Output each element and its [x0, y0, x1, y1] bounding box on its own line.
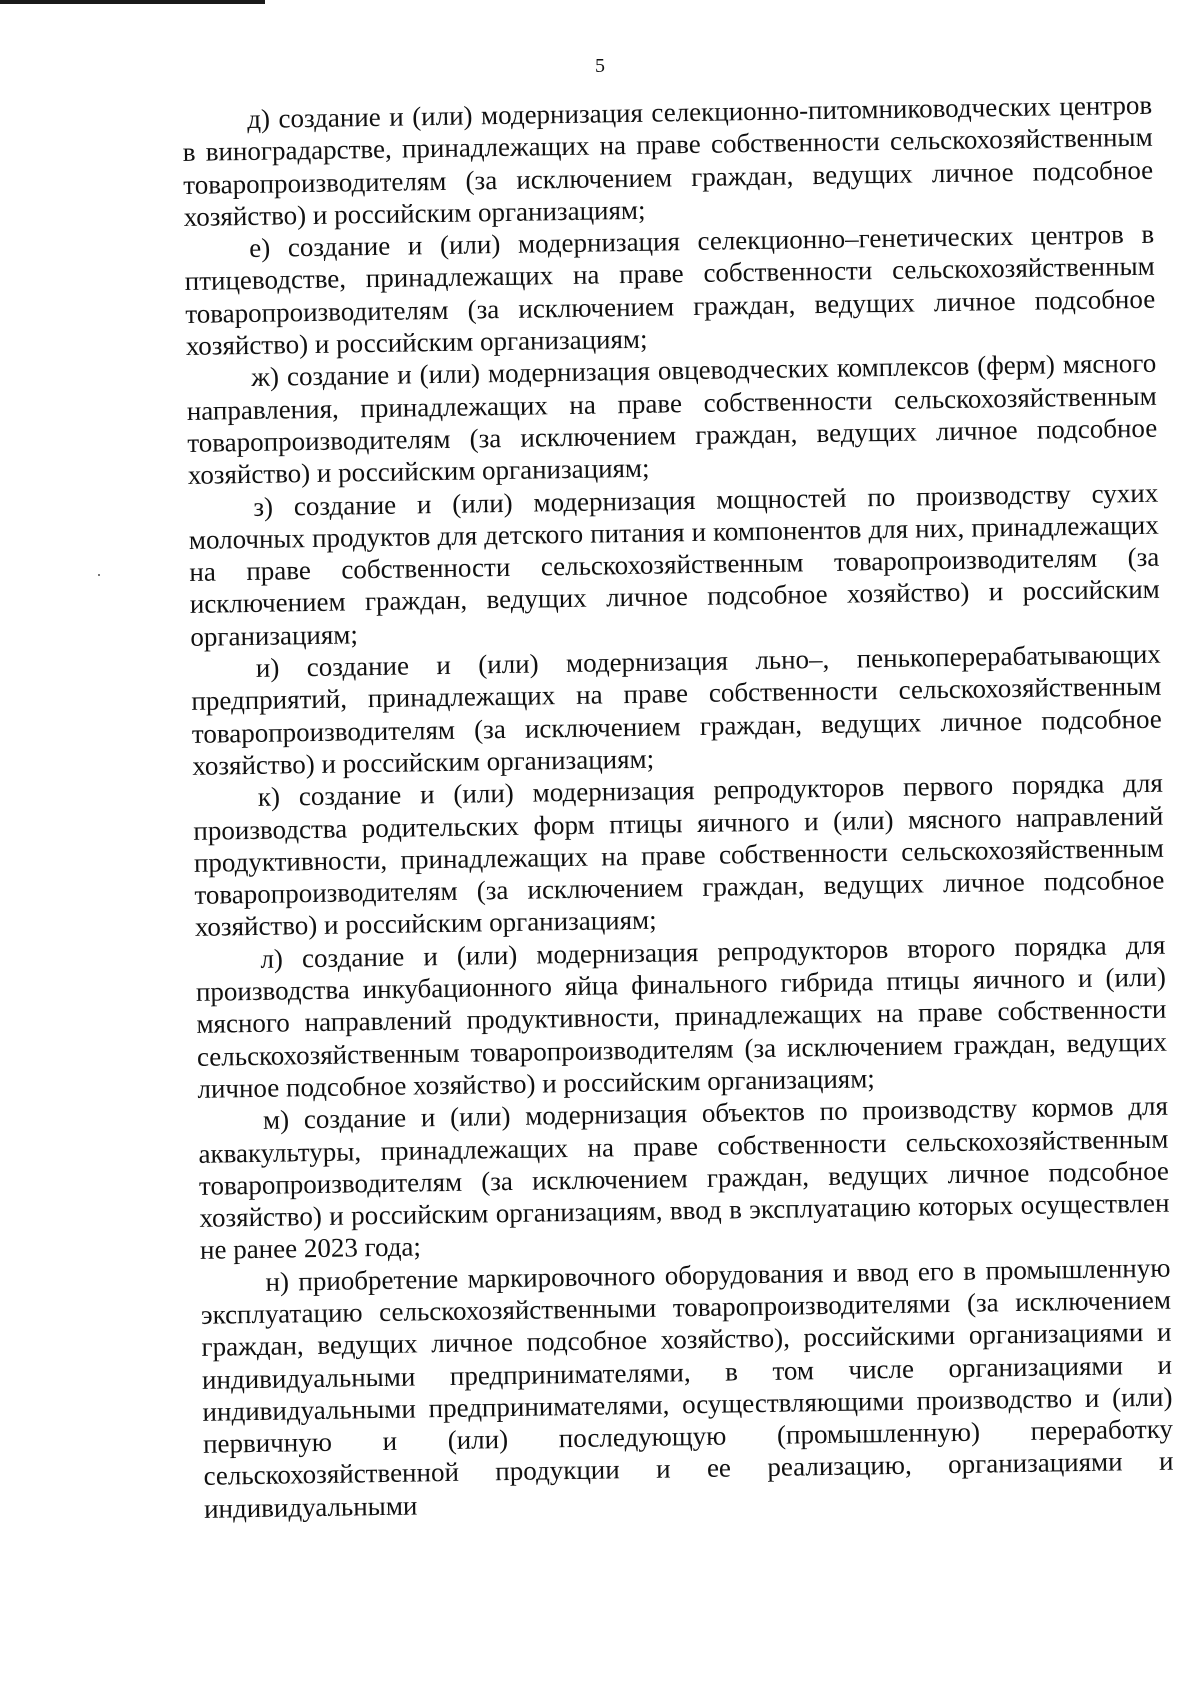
paragraph-l: л) создание и (или) модернизация репродукторов второго порядка для производства инкубационного яйца финального гибрида птицы яичного и (или) мясного направлений продуктивности, принадлежащих на праве собственности сельскохозяйственным товаропроизводителям (за исключением граждан, ведущих личное подсобное хозяйство) и российским организациям; [195, 929, 1168, 1104]
paragraph-n: н) приобретение маркировочного оборудования и ввод его в промышленную эксплуатацию сельскохозяйственными товаропроизводителями (за исключением граждан, ведущих личное подсобное хозяйство), российскими организациями и индивидуальными предпринимателями, в том числе организациями и индивидуальными предпринимателями, осуществляющими производство и (или) первичную и (или) последующую (промышленную) переработку сельскохозяйственной продукции и ее реализацию, организациями и индивидуальными [200, 1252, 1174, 1524]
page-number: 5 [595, 55, 605, 77]
document-body [182, 89, 1174, 1525]
scan-speck [98, 574, 100, 576]
paragraph-i: и) создание и (или) модернизация льно–, пенькоперерабатывающих предприятий, принадлежащих на праве собственности сельскохозяйственным товаропроизводителям (за исключением граждан, ведущих личное подсобное хозяйство) и российским организациям; [191, 638, 1163, 781]
paragraph-m: м) создание и (или) модернизация объектов по производству кормов для аквакультуры, принадлежащих на праве собственности сельскохозяйственным товаропроизводителям (за исключением граждан, ведущих личное подсобное хозяйство) и российским организациям, ввод в эксплуатацию которых осуществлен не ранее 2023 года; [198, 1090, 1170, 1266]
scan-edge-mark [0, 0, 265, 4]
paragraph-z: з) создание и (или) модернизация мощностей по производству сухих молочных продуктов для детского питания и компонентов для них, принадлежащих на праве собственности сельскохозяйственным товаропроизводителям (за исключением граждан, ведущих личное подсобное хозяйство) и российским организациям; [188, 477, 1160, 652]
paragraph-k: к) создание и (или) модернизация репродукторов первого порядка для производства родительских форм птицы яичного и (или) мясного направлений продуктивности, принадлежащих на праве собственности сельскохозяйственным товаропроизводителям (за исключением граждан, ведущих личное подсобное хозяйство) и российским организациям; [193, 767, 1165, 943]
paragraph-zh: ж) создание и (или) модернизация овцеводческих комплексов (ферм) мясного направления, принадлежащих на праве собственности сельскохозяйственным товаропроизводителям (за исключением граждан, ведущих личное подсобное хозяйство) и российским организациям; [186, 348, 1158, 491]
paragraph-d: д) создание и (или) модернизация селекционно-питомниководческих центров в виноградарстве, принадлежащих на праве собственности сельскохозяйственным товаропроизводителям (за исключением граждан, ведущих личное подсобное хозяйство) и российским организациям; [182, 89, 1154, 232]
paragraph-e: е) создание и (или) модернизация селекционно–генетических центров в птицеводстве, принадлежащих на праве собственности сельскохозяйственным товаропроизводителям (за исключением граждан, ведущих личное подсобное хозяйство) и российским организациям; [184, 218, 1156, 362]
